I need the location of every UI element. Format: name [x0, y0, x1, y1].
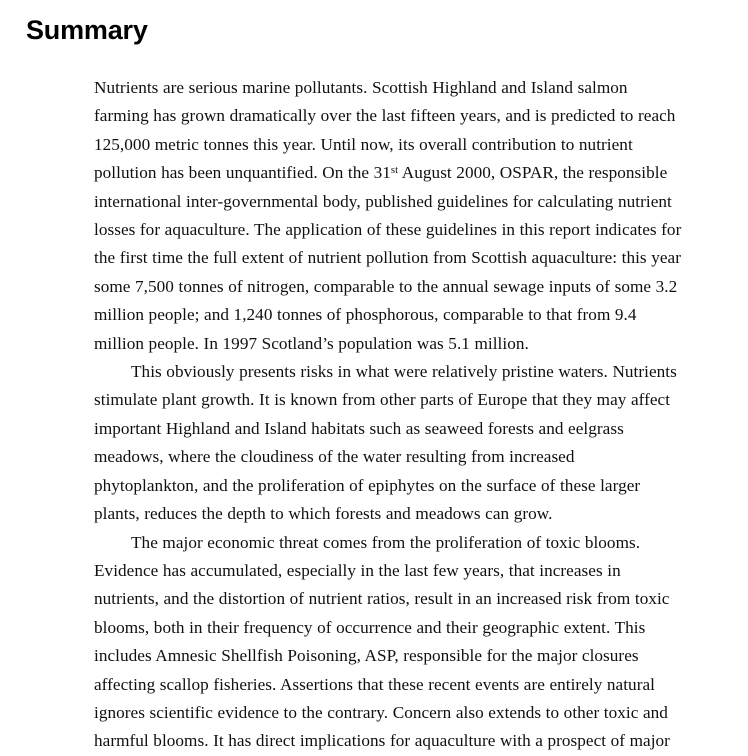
text-line: blooms, both in their frequency of occurrence and their geographic extent. This — [94, 617, 646, 637]
text-line: nutrients, and the distortion of nutrient ratios, result in an increased risk from toxic — [94, 589, 670, 609]
text-line: Evidence has accumulated, especially in the last few years, that increases in — [94, 560, 621, 580]
line-suffix: August 2000, OSPAR, the responsible — [398, 163, 668, 183]
text-line: The major economic threat comes from the proliferation of toxic blooms. — [131, 532, 641, 552]
text-line: Nutrients are serious marine pollutants. Scottish Highland and Island salmon — [94, 78, 628, 97]
ordinal-superscript: st — [390, 164, 399, 177]
page-title: Summary — [26, 15, 148, 45]
line-prefix: pollution has been unquantified. On the 31 — [94, 163, 391, 183]
text-line: plants, reduces the depth to which forests and meadows can grow. — [94, 504, 553, 524]
text-line: stimulate plant growth. It is known from other parts of Europe that they may affect — [94, 390, 671, 410]
text-line: harmful blooms. It has direct implications for aquaculture with a prospect of major — [94, 731, 670, 751]
text-line-with-superscript — [94, 159, 734, 187]
text-line: important Highland and Island habitats such as seaweed forests and eelgrass — [94, 418, 624, 438]
text-line: 125,000 metric tonnes this year. Until now, its overall contribution to nutrient — [94, 134, 633, 154]
text-line: meadows, where the cloudiness of the water resulting from increased — [94, 447, 575, 467]
text-line: includes Amnesic Shellfish Poisoning, ASP, responsible for the major closures — [94, 646, 639, 666]
text-line: million people. In 1997 Scotland’s population was 5.1 million. — [94, 333, 529, 353]
paragraph-1 — [94, 74, 734, 358]
text-line: phytoplankton, and the proliferation of epiphytes on the surface of these larger — [94, 475, 641, 495]
document-body — [94, 74, 734, 756]
text-line: the first time the full extent of nutrient pollution from Scottish aquaculture: this year — [94, 248, 681, 268]
text-line: million people; and 1,240 tonnes of phosphorous, comparable to that from 9.4 — [94, 305, 637, 325]
text-line: ignores scientific evidence to the contrary. Concern also extends to other toxic and — [94, 702, 668, 722]
paragraph-3 — [94, 529, 734, 756]
text-line: some 7,500 tonnes of nitrogen, comparable to the annual sewage inputs of some 3.2 — [94, 276, 678, 296]
text-line: international inter-governmental body, published guidelines for calculating nutrient — [94, 191, 672, 211]
text-line: farming has grown dramatically over the last fifteen years, and is predicted to reach — [94, 106, 676, 126]
text-line: losses for aquaculture. The application of these guidelines in this report indicates for — [94, 220, 682, 240]
text-line: This obviously presents risks in what were relatively pristine waters. Nutrients — [131, 362, 677, 382]
paragraph-2 — [94, 358, 734, 528]
text-line: affecting scallop fisheries. Assertions that these recent events are entirely natural — [94, 674, 655, 694]
